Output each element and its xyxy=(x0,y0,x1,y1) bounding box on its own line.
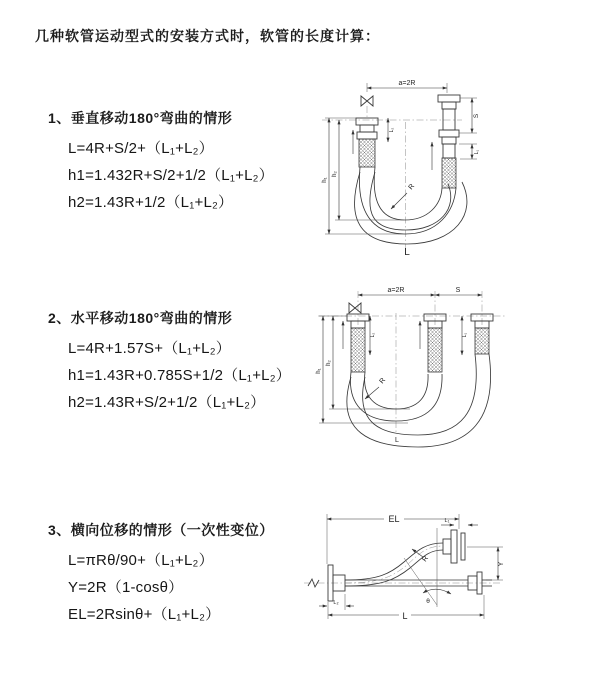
formula-h1: h1=1.43R+0.785S+1/2（L₁+L₂） xyxy=(68,367,291,384)
formula-Y: Y=2R（1-cosθ） xyxy=(68,579,184,596)
dim-l xyxy=(328,595,484,621)
dim-s-label: S xyxy=(473,113,480,119)
dim-h2-label: h₂ xyxy=(326,360,332,366)
dim-l2-label: L₂ xyxy=(370,332,376,338)
left-flange xyxy=(308,565,345,601)
section-1-heading: 1、垂直移动180°弯曲的情形 xyxy=(48,110,233,126)
formula-L: L=4R+S/2+（L₁+L₂） xyxy=(68,140,214,157)
formula-h2: h2=1.43R+S/2+1/2（L₁+L₂） xyxy=(68,394,266,411)
valve-icon xyxy=(349,303,361,313)
dim-y-label: Y xyxy=(498,561,505,567)
dim-s xyxy=(459,98,480,133)
section-2-heading: 2、水平移动180°弯曲的情形 xyxy=(48,310,233,326)
dim-l1-label: L₁ xyxy=(462,332,468,338)
dim-l1 xyxy=(441,518,478,525)
section-1-formulas xyxy=(68,135,274,216)
dim-s xyxy=(435,287,482,295)
left-hose-fitting xyxy=(356,118,378,167)
dim-l2 xyxy=(370,316,376,355)
dim-h1-label: h₁ xyxy=(322,177,328,183)
dim-el-label: EL xyxy=(388,514,400,524)
right-hose-fitting xyxy=(438,95,460,188)
radius-callout xyxy=(391,183,416,209)
diagram-horizontal-180-bend xyxy=(310,283,545,468)
formula-EL: EL=2Rsinθ+（L₁+L₂） xyxy=(68,606,221,623)
radius-label: R xyxy=(378,376,388,386)
dim-l2 xyxy=(319,594,354,610)
radius-callout xyxy=(412,549,430,563)
radius-label: R xyxy=(421,555,431,564)
diagram-lateral-displacement xyxy=(300,502,545,637)
dim-l-label: L xyxy=(402,611,408,621)
dim-l2-label: L₂ xyxy=(333,600,339,606)
s-curve-hose xyxy=(345,543,443,586)
pipe-break-mark xyxy=(308,579,319,587)
dim-a2r xyxy=(367,80,447,93)
section-vertical-movement xyxy=(48,108,274,216)
section-3-heading: 3、横向位移的情形（一次性变位） xyxy=(48,522,274,538)
dim-l1-label: L₁ xyxy=(474,149,480,155)
dim-h1-label: h₁ xyxy=(316,368,322,374)
dim-h2 xyxy=(332,120,404,220)
dim-h2-label: h₂ xyxy=(332,171,338,177)
section-lateral-displacement xyxy=(48,520,274,628)
dim-a2r-label: a=2R xyxy=(398,80,416,87)
dim-a2r xyxy=(358,287,435,295)
dim-l1-label: L₁ xyxy=(444,518,450,524)
hose-u-curves xyxy=(347,354,491,447)
formula-L: L=4R+1.57S+（L₁+L₂） xyxy=(68,340,231,357)
radius-label: R xyxy=(407,182,417,192)
section-horizontal-movement xyxy=(48,308,291,416)
upper-right-flange xyxy=(443,530,465,563)
dim-l2 xyxy=(388,118,395,142)
centerlines xyxy=(318,291,505,433)
formula-h1: h1=1.432R+S/2+1/2（L₁+L₂） xyxy=(68,167,274,184)
valve-icon xyxy=(361,96,373,106)
formula-L: L=πRθ/90+（L₁+L₂） xyxy=(68,552,214,569)
dim-l2-label: L₂ xyxy=(389,127,395,133)
angle-theta-label: θ xyxy=(426,598,430,605)
dim-el xyxy=(327,514,459,564)
section-3-formulas xyxy=(68,547,274,628)
dim-a2r-label: a=2R xyxy=(387,287,405,294)
length-label: L xyxy=(395,437,399,444)
dim-s-label: S xyxy=(455,287,461,294)
diagram-vertical-180-bend xyxy=(312,72,544,260)
dim-y xyxy=(467,547,505,580)
formula-h2: h2=1.43R+1/2（L₁+L₂） xyxy=(68,194,234,211)
dim-l1 xyxy=(459,144,480,159)
section-2-formulas xyxy=(68,335,291,416)
dim-l1 xyxy=(462,316,468,355)
page-title: 几种软管运动型式的安装方式时，软管的长度计算： xyxy=(35,28,380,44)
length-label: L xyxy=(404,247,410,258)
